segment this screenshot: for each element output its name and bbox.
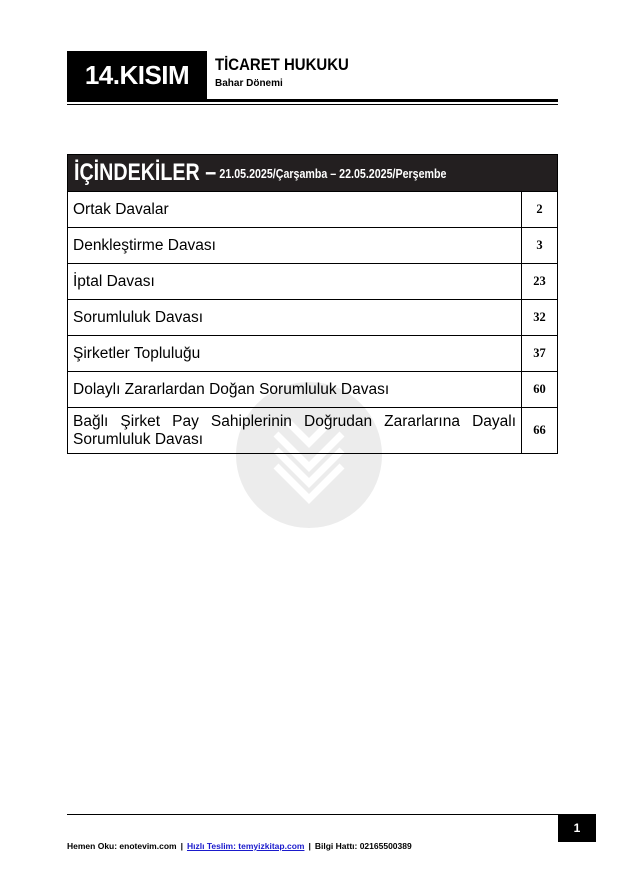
table-of-contents (67, 154, 558, 454)
footer-fast-delivery-link[interactable]: Hızlı Teslim: temyizkitap.com (186, 841, 305, 851)
toc-item-page[interactable]: 37 (522, 336, 558, 372)
toc-dates: 21.05.2025/Çarşamba – 22.05.2025/Perşembe (219, 165, 447, 181)
toc-header-row (68, 155, 558, 192)
toc-item-page[interactable]: 32 (522, 300, 558, 336)
toc-item-title[interactable]: Sorumluluk Davası (68, 300, 522, 336)
footer-separator: | (308, 841, 311, 851)
toc-item-title[interactable]: Ortak Davalar (68, 192, 522, 228)
part-label: 14.KISIM (84, 59, 190, 90)
toc-item-page[interactable]: 23 (522, 264, 558, 300)
toc-row[interactable] (68, 192, 558, 228)
toc-item-title[interactable]: Şirketler Topluluğu (68, 336, 522, 372)
semester-label: Bahar Dönemi (215, 78, 283, 89)
header-rule-thin (67, 104, 558, 105)
toc-heading: İÇİNDEKİLER – (74, 159, 217, 186)
page-number: 1 (573, 821, 581, 835)
title-block (215, 55, 367, 91)
footer-text (67, 841, 412, 851)
toc-item-page[interactable]: 3 (522, 228, 558, 264)
header-rule-thick (67, 99, 558, 102)
course-title: TİCARET HUKUKU (215, 55, 349, 74)
toc-item-title[interactable]: Dolaylı Zararlardan Doğan Sorumluluk Davası (68, 372, 522, 408)
toc-item-page[interactable]: 66 (522, 408, 558, 454)
toc-row[interactable] (68, 408, 558, 454)
footer-separator: | (180, 841, 183, 851)
toc-row[interactable] (68, 300, 558, 336)
toc-item-title[interactable]: Bağlı Şirket Pay Sahiplerinin Doğrudan Zararlarına Dayalı Sorumluluk Davası (68, 408, 522, 454)
toc-row[interactable] (68, 336, 558, 372)
toc-row[interactable] (68, 264, 558, 300)
toc-item-page[interactable]: 2 (522, 192, 558, 228)
toc-header (68, 155, 558, 192)
footer-read-now: Hemen Oku: enotevim.com (67, 841, 177, 851)
toc-item-title[interactable]: Denkleştirme Davası (68, 228, 522, 264)
toc-item-page[interactable]: 60 (522, 372, 558, 408)
toc-row[interactable] (68, 372, 558, 408)
footer-info-line: Bilgi Hattı: 02165500389 (314, 841, 412, 851)
toc-item-title[interactable]: İptal Davası (68, 264, 522, 300)
part-label-box (67, 51, 207, 99)
page-header (67, 51, 558, 107)
toc-row[interactable] (68, 228, 558, 264)
footer-rule (67, 814, 558, 815)
page-number-box (558, 814, 596, 842)
